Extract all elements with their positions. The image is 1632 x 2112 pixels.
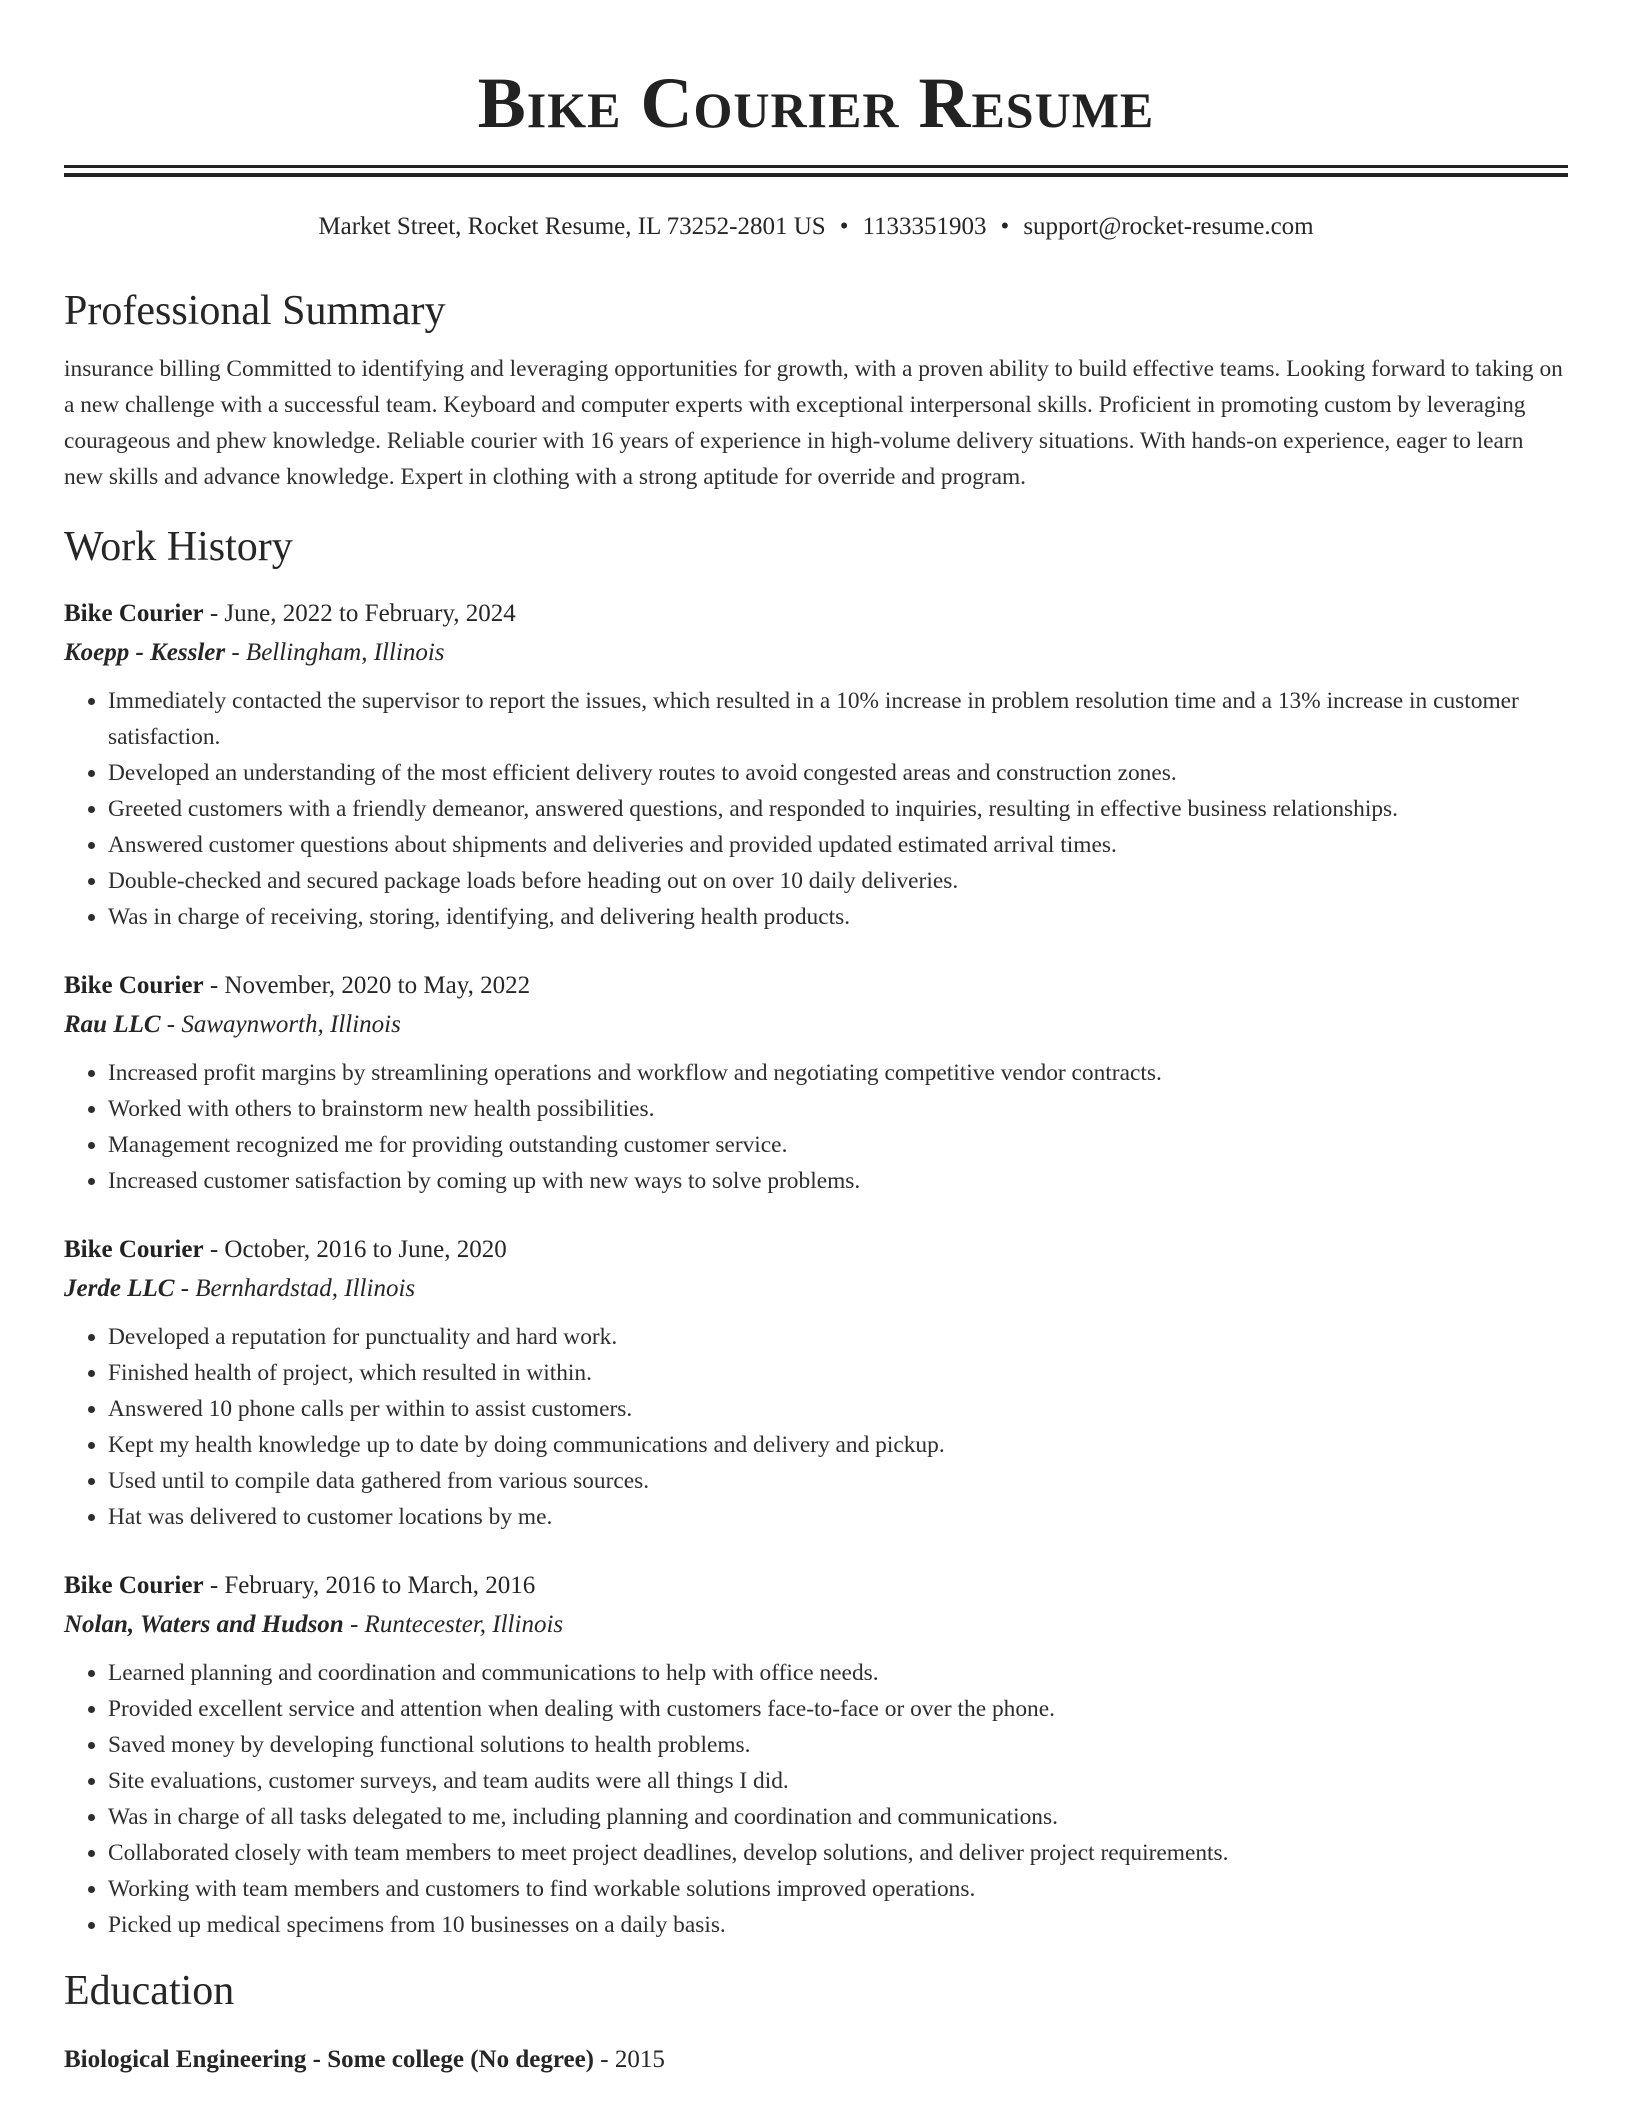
education-degree: Biological Engineering - Some college (No degree) [64, 2046, 594, 2073]
job-bullet: • Picked up medical specimens from 10 businesses on a daily basis. [108, 1907, 1568, 1943]
job-title: Bike Courier [64, 1236, 204, 1263]
job-entry [64, 1567, 1568, 1943]
job-entry [64, 1231, 1568, 1535]
job-location: - Bernhardstad, Illinois [174, 1275, 416, 1302]
job-bullet: • Learned planning and coordination and communications to help with office needs. [108, 1655, 1568, 1691]
resume-page [64, 0, 1568, 2079]
job-bullet-list [64, 1319, 1568, 1535]
job-bullet: • Hat was delivered to customer locations by me. [108, 1499, 1568, 1535]
job-title: Bike Courier [64, 600, 204, 627]
job-dates: - October, 2016 to June, 2020 [203, 1236, 507, 1263]
job-entry [64, 967, 1568, 1199]
job-title: Bike Courier [64, 972, 204, 999]
page-title: Bike Courier Resume [477, 63, 1155, 143]
job-bullet: • Saved money by developing functional solutions to health problems. [108, 1727, 1568, 1763]
job-bullet-list [64, 1655, 1568, 1943]
job-header [64, 1231, 1568, 1269]
job-bullet: • Greeted customers with a friendly demeanor, answered questions, and responded to inquiries, resulting in effective business relationships. [108, 791, 1568, 827]
job-bullet: • Site evaluations, customer surveys, and team audits were all things I did. [108, 1763, 1568, 1799]
job-company: Koepp - Kessler [64, 639, 226, 666]
job-company: Rau LLC [64, 1011, 161, 1038]
job-company-line [64, 1005, 1568, 1045]
job-company: Jerde LLC [64, 1275, 175, 1302]
job-bullet: • Immediately contacted the supervisor to report the issues, which resulted in a 10% increase in problem resolution time and a 13% increase in customer satisfaction. [108, 683, 1568, 755]
job-company-line [64, 1269, 1568, 1309]
job-company-line [64, 1605, 1568, 1645]
title-divider-bottom [64, 173, 1568, 177]
job-header [64, 967, 1568, 1005]
job-bullet: • Answered customer questions about shipments and deliveries and provided updated estimated arrival times. [108, 827, 1568, 863]
job-bullet: • Finished health of project, which resulted in within. [108, 1355, 1568, 1391]
contact-address: Market Street, Rocket Resume, IL 73252-2801 US [318, 213, 826, 240]
job-location: - Sawaynworth, Illinois [160, 1011, 401, 1038]
education-year: - 2015 [594, 2046, 665, 2073]
job-header [64, 1567, 1568, 1605]
job-bullet: • Developed a reputation for punctuality and hard work. [108, 1319, 1568, 1355]
job-bullet: • Provided excellent service and attention when dealing with customers face-to-face or over the phone. [108, 1691, 1568, 1727]
job-bullet: • Double-checked and secured package loads before heading out on over 10 daily deliveries. [108, 863, 1568, 899]
job-bullet: • Working with team members and customers to find workable solutions improved operations. [108, 1871, 1568, 1907]
job-bullet: • Kept my health knowledge up to date by doing communications and delivery and pickup. [108, 1427, 1568, 1463]
job-bullet: • Used until to compile data gathered from various sources. [108, 1463, 1568, 1499]
job-bullet: • Developed an understanding of the most efficient delivery routes to avoid congested areas and construction zones. [108, 755, 1568, 791]
summary-text: insurance billing Committed to identifying and leveraging opportunities for growth, with a proven ability to build effective teams. Looking forward to taking on a new challenge with a successful team. Keyboard and computer experts with exceptional interpersonal skills. Proficient in promoting custom by leveraging courageous and phew knowledge. Reliable courier with 16 years of experience in high-volume delivery situations. With hands-on experience, eager to learn new skills and advance knowledge. Expert in clothing with a strong aptitude for override and program. [64, 356, 1563, 490]
job-entry [64, 595, 1568, 935]
job-location: - Bellingham, Illinois [225, 639, 445, 666]
job-bullet: • Collaborated closely with team members to meet project deadlines, develop solutions, and deliver project requirements. [108, 1835, 1568, 1871]
job-location: - Runtecester, Illinois [343, 1611, 564, 1638]
job-bullet: • Answered 10 phone calls per within to assist customers. [108, 1391, 1568, 1427]
job-company: Nolan, Waters and Hudson [64, 1611, 344, 1638]
contact-separator: • [1000, 213, 1010, 240]
contact-phone: 1133351903 [862, 213, 987, 240]
job-header [64, 595, 1568, 633]
job-company-line [64, 633, 1568, 673]
work-history-list [64, 595, 1568, 1943]
job-title: Bike Courier [64, 1572, 204, 1599]
contact-separator: • [839, 213, 849, 240]
education-entry [64, 2041, 1568, 2079]
job-dates: - June, 2022 to February, 2024 [203, 600, 516, 627]
job-bullet-list [64, 683, 1568, 935]
job-bullet: • Management recognized me for providing outstanding customer service. [108, 1127, 1568, 1163]
job-dates: - February, 2016 to March, 2016 [203, 1572, 536, 1599]
summary-heading: Professional Summary [64, 288, 446, 334]
work-history-heading: Work History [64, 524, 293, 570]
education-heading: Education [64, 1968, 235, 2014]
job-bullet: • Was in charge of receiving, storing, identifying, and delivering health products. [108, 899, 1568, 935]
job-bullet: • Was in charge of all tasks delegated to me, including planning and coordination and communications. [108, 1799, 1568, 1835]
title-divider-top [64, 165, 1568, 168]
job-bullet: • Increased customer satisfaction by coming up with new ways to solve problems. [108, 1163, 1568, 1199]
job-bullet: • Worked with others to brainstorm new health possibilities. [108, 1091, 1568, 1127]
job-dates: - November, 2020 to May, 2022 [203, 972, 531, 999]
job-bullet: • Increased profit margins by streamlining operations and workflow and negotiating competitive vendor contracts. [108, 1055, 1568, 1091]
job-bullet-list [64, 1055, 1568, 1199]
contact-email: support@rocket-resume.com [1023, 213, 1314, 240]
contact-line [64, 211, 1568, 243]
